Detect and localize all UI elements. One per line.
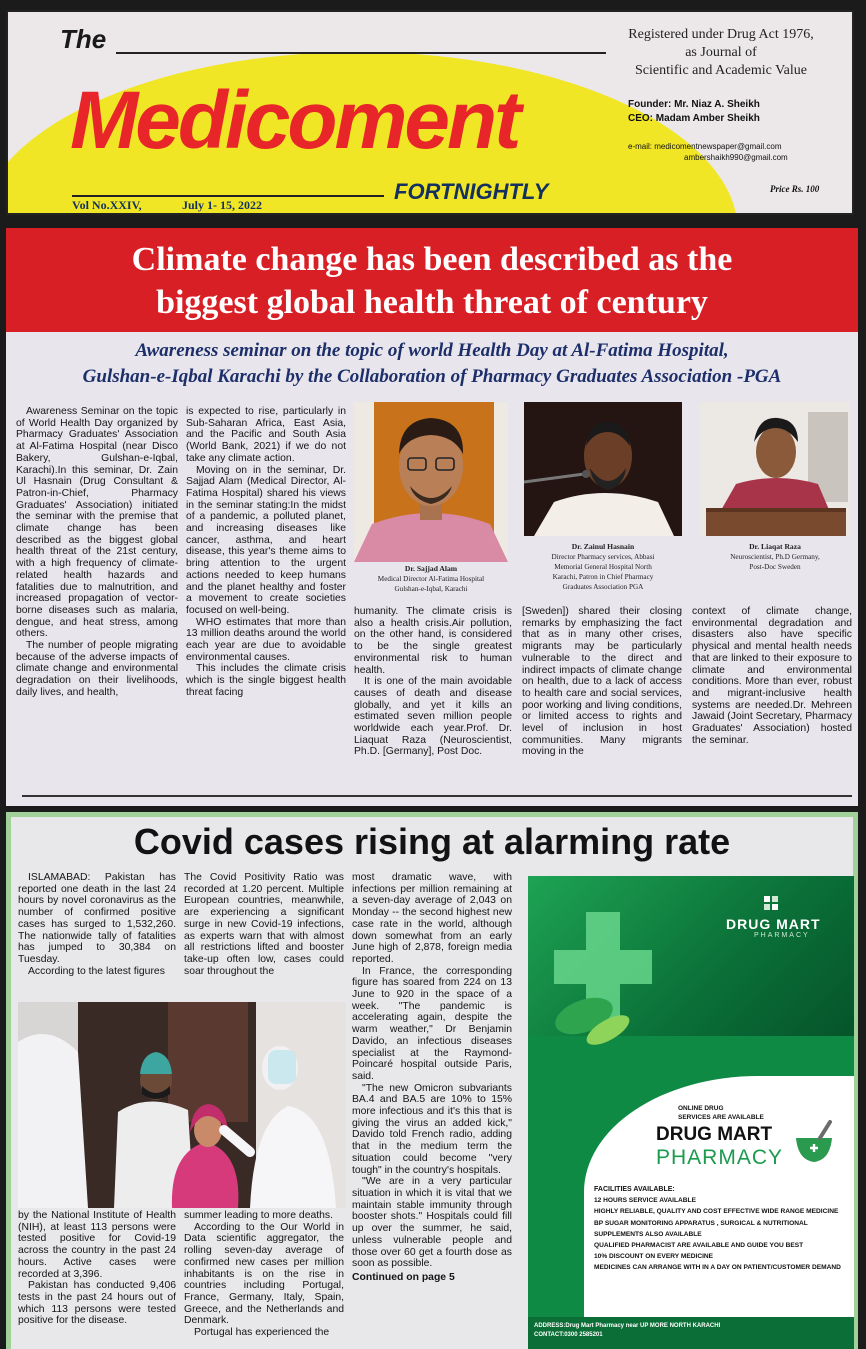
covid-column-2-bottom: summer leading to more deaths. According to the Our World in Data scientific aggregator, the rolling seven-day average of confirmed new cases per million inhabitants is on the rise in countries including Portugal, France, Germany, Italy, Spain, Greece, and the Netherlands and Denmark. Portugal has experienced the — [184, 1210, 344, 1339]
climate-column-3: humanity. The climate crisis is also a health crisis.Air pollution, on the other hand, is considered to be the single greatest environmental risk to human health. It is one of the main avoidable causes of death and disease globally, and yet it kills an estimated seven million people worldwide each year.Prof. Dr. Liaquat Raza (Neuroscientist, Ph.D. [Germany], Post Doc. — [354, 606, 512, 758]
covid-column-1-top: ISLAMABAD: Pakistan has reported one death in the last 24 hours by novel coronavirus as the number of confirmed positive cases has surged to 1,532,260. The nationwide tally of fatalities has jumped to 30,384 on Tuesday. According to the latest figures — [18, 872, 176, 977]
caption-liaqat-raza: Dr. Liaqat Raza Neuroscientist, Ph.D Germany, Post-Doc Sweden — [730, 542, 820, 571]
masthead-price: Price Rs. 100 — [770, 184, 820, 194]
climate-story — [6, 228, 858, 806]
masthead-rule-bottom — [72, 195, 384, 197]
covid-column-3: most dramatic wave, with infections per million remaining at a seven-day average of 2,043 on Monday -- the second highest new case rate in the world, although down somewhat from an early June high of 2,878, foreign media reported. In France, the corresponding figure has soared from 224 on 13 June to 920 in the space of a week. "The pandemic is accelerating again, despite the warm weather," Dr Benjamin Davido, an infectious diseases specialist at the Raymond-Poincaré hospital outside Paris, said. "The new Omicron subvariants BA.4 and BA.5 are 10% to 15% more infectious and it's this that is giving the virus an added kick," Davido told French radio, adding that in the medium term the situation could become "very tough" in the country's hospitals. "We are in a very particular situation in which it is vital that we maintain stable immunity through booster shots." Hospitals could fill up over the summer, he said, unless vulnerable people and those over 60 get a fourth dose as soon as possible. Continued on page 5 — [352, 872, 512, 1283]
drug-mart-ad — [528, 876, 854, 1349]
portrait-illustration — [700, 402, 850, 536]
caption-zainul-hasnain: Dr. Zainul Hasnain Director Pharmacy services, Abbasi Memorial General Hospital North Karachi, Patron in Chief Pharmacy Graduates Association PGA — [551, 542, 655, 591]
ad-brand: DRUG MART — [656, 1124, 773, 1145]
climate-column-4: [Sweden]) shared their closing remarks by emphasizing the fact that as in many other crises, migrants may be particularly vulnerable to the direct and indirect impacts of climate change on health, due to a lack of access to health care and social services, poor working and living conditions, or limited access to rights and level of inclusion in host communities. Many migrants moving in the — [522, 606, 682, 758]
covid-testing-photo — [18, 1002, 346, 1208]
ad-logo-text: DRUG MART — [726, 916, 821, 932]
ad-logo-subtext: PHARMACY — [754, 932, 810, 939]
photo-sajjad-alam — [354, 402, 508, 562]
section-divider — [22, 795, 852, 797]
climate-subheadline: Awareness seminar on the topic of world Health Day at Al-Fatima Hospital, Gulshan-e-Iqbal Karachi by the Collaboration of Pharmacy Graduates Association -PGA — [82, 340, 782, 387]
medical-cross-icon — [548, 906, 658, 1056]
masthead-frequency: FORTNIGHTLY — [394, 179, 549, 204]
masthead-the: The — [60, 24, 107, 54]
covid-column-1-bottom: by the National Institute of Health (NIH), at least 113 persons were tested positive for Covid-19 across the country in the past 24 hours. Active cases were recorded at 3,396. Pakistan has conducted 9,406 tests in the past 24 hours out of which 113 persons were tested positive for the disease. — [18, 1210, 176, 1327]
caption-sajjad-alam: Dr. Sajjad Alam Medical Director Al-Fatima Hospital Gulshan-e-Iqbal, Karachi — [377, 564, 485, 593]
masthead — [6, 10, 854, 215]
ad-facilities: FACILITIES AVAILABLE: 12 HOURS SERVICE AVAILABLE HIGHLY RELIABLE, QUALITY AND COST EFFECTIVE WIDE RANGE MEDICINE BP SUGAR MONITORING APPARATUS , SURGICAL & NUTRITIONAL SUPPLEMENTS ALSO AVAILABLE QUALIFIED PHARMACIST ARE AVAILABLE AND GUIDE YOU BEST 10% DISCOUNT ON EVERY MEDICINE MEDICINES CAN ARRANGE WITH IN A DAY ON PATIENT/CUSTOMER DEMAND — [594, 1186, 841, 1272]
portrait-illustration — [354, 402, 508, 562]
ad-address: ADDRESS:Drug Mart Pharmacy near UP MORE NORTH KARACHI CONTACT:0300 2585201 — [528, 1317, 854, 1349]
mortar-pestle-icon — [790, 1120, 838, 1166]
masthead-rule-top — [116, 52, 606, 54]
photo-zainul-hasnain — [524, 402, 682, 536]
masthead-email: e-mail: medicomentnewspaper@gmail.com ambershaikh990@gmail.com — [628, 142, 788, 162]
masthead-title: Medicoment — [70, 75, 519, 166]
covid-column-2-top: The Covid Positivity Ratio was recorded at 1.20 percent. Multiple European countries, meanwhile, are experiencing a significant surge in new Covid-19 infections, as experts warn that with almost all restrictions lifted and booster take-up often low, cases could soar throughout the — [184, 872, 344, 977]
masthead-date: July 1- 15, 2022 — [182, 198, 263, 212]
covid-testing-illustration — [18, 1002, 346, 1208]
masthead-founder: Founder: Mr. Niaz A. Sheikh CEO: Madam Amber Sheikh — [628, 99, 760, 124]
climate-column-5: context of climate change, environmental degradation and disasters also have specific physical and mental health needs that are linked to their exposure to climate and environmental conditions. More than ever, robust and migrant-inclusive health systems are needed.Dr. Mehreen Jawaid (Joint Secretary, Pharmacy Graduates' Association) hosted the seminar. — [692, 606, 852, 746]
climate-column-2: is expected to rise, particularly in Sub-Saharan Africa, East Asia, and the Pacific and South Asia (World Bank, 2021) if we do not take any climate action. Moving on in the seminar, Dr. Sajjad Alam (Medical Director, Al-Fatima Hospital) shared his views in the seminar stating:In the midst of a pandemic, a polluted planet, and increasing diseases like cancer, asthma, and heart disease, this year's theme aims to bring attention to the urgent actions needed to keep humans and the planet healthy and foster a movement to create societies focused on well-being. WHO estimates that more than 13 million deaths around the world each year are due to avoidable environmental causes. This includes the climate crisis which is the single biggest health threat facing — [186, 406, 346, 698]
masthead-registration: Registered under Drug Act 1976, as Journal of Scientific and Academic Value — [628, 27, 814, 79]
ad-online-services: ONLINE DRUG SERVICES ARE AVAILABLE — [678, 1105, 764, 1121]
portrait-illustration — [524, 402, 682, 536]
climate-column-1: Awareness Seminar on the topic of World Health Day organized by Pharmacy Graduates' Association at Al-Fatima Hospital (near Disco Bakery, Gulshan-e-Iqbal, Karachi).In this seminar, Dr. Zain Ul Hasnain (Drug Consultant & Patron-in-Chief, Pharmacy Graduates' Association) initiated the seminar with the premise that climate change has been described as the biggest global health threat of the 21st century, with a high frequency of climate-related health hazards and fatalities due to malnutrition, and increased propagation of vector-borne diseases such as malaria, dengue, and heat stress, among others. The number of people migrating because of the adverse impacts of climate change and environmental degradation on their livelihoods, daily lives, and health, — [16, 406, 178, 698]
drug-mart-logo-icon — [762, 894, 786, 912]
climate-headline: Climate change has been described as the biggest global health threat of century — [131, 241, 733, 321]
masthead-volume: Vol No.XXIV, — [72, 198, 142, 212]
covid-headline: Covid cases rising at alarming rate — [133, 821, 731, 862]
photo-liaqat-raza — [700, 402, 850, 536]
continued-note: Continued on page 5 — [352, 1271, 455, 1283]
ad-pharmacy: PHARMACY — [656, 1146, 784, 1169]
